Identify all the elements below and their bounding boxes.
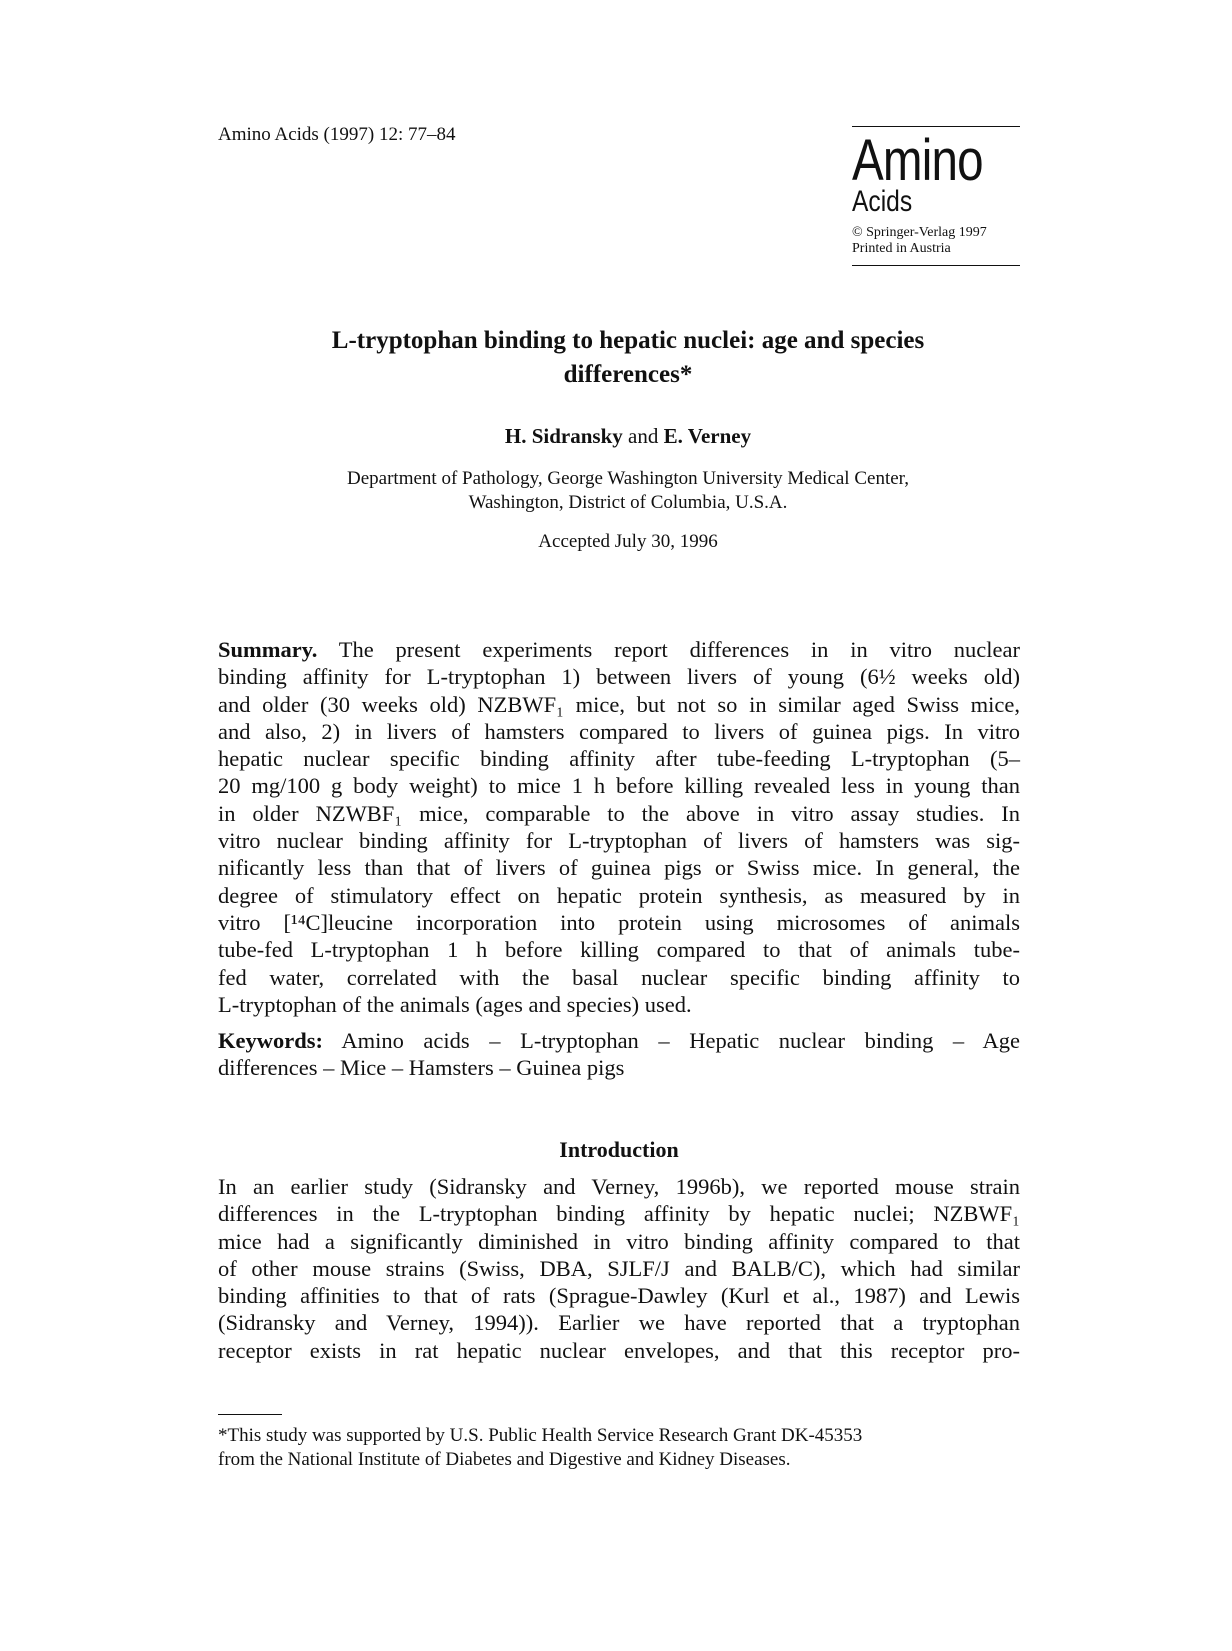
- summary-line: binding affinity for L-tryptophan 1) between livers of young (6½ weeks old): [218, 664, 1020, 690]
- article-title: [218, 324, 1038, 392]
- summary-line: and also, 2) in livers of hamsters compared to livers of guinea pigs. In vitro: [218, 718, 1020, 744]
- logo-bottom-rule: [852, 265, 1020, 266]
- author-name: H. Sidransky: [504, 424, 623, 448]
- introduction-line: of other mouse strains (Swiss, DBA, SJLF/J and BALB/C), which had similar: [218, 1255, 1020, 1281]
- footnote-line: from the National Institute of Diabetes and Digestive and Kidney Diseases.: [218, 1449, 791, 1470]
- logo-title: Amino: [852, 128, 983, 193]
- introduction-line: (Sidransky and Verney, 1994)). Earlier we have reported that a tryptophan: [218, 1310, 1020, 1336]
- keywords-paragraph: [218, 1027, 1020, 1082]
- footnote-line: *This study was supported by U.S. Public Health Service Research Grant DK-45353: [218, 1425, 863, 1446]
- summary-line: in older NZWBF₁ mice, comparable to the above in vitro assay studies. In: [218, 800, 1020, 826]
- publisher-copyright: © Springer-Verlag 1997: [852, 225, 987, 240]
- keywords-line: differences – Mice – Hamsters – Guinea pigs: [218, 1055, 625, 1081]
- authors: [218, 424, 1038, 449]
- summary-line: hepatic nuclear specific binding affinity after tube-feeding L-tryptophan (5–: [218, 746, 1020, 772]
- footnote: [218, 1424, 1020, 1472]
- footnote-rule: [218, 1414, 282, 1415]
- section-heading-introduction: Introduction: [559, 1137, 679, 1162]
- summary-line: nificantly less than that of livers of guinea pigs or Swiss mice. In general, the: [218, 855, 1020, 881]
- printed-in: Printed in Austria: [852, 241, 951, 256]
- introduction-line: differences in the L-tryptophan binding affinity by hepatic nuclei; NZBWF₁: [218, 1201, 1020, 1227]
- summary-line: vitro [¹⁴C]leucine incorporation into protein using microsomes of animals: [218, 909, 1020, 935]
- summary-line: degree of stimulatory effect on hepatic protein synthesis, as measured by in: [218, 882, 1020, 908]
- author-conjunction: and: [622, 424, 664, 448]
- summary-line: and older (30 weeks old) NZBWF₁ mice, but not so in similar aged Swiss mice,: [218, 691, 1020, 717]
- keywords-label: Keywords:: [218, 1028, 323, 1053]
- accepted-date: Accepted July 30, 1996: [538, 531, 718, 552]
- affiliation-line: Department of Pathology, George Washington University Medical Center,: [347, 468, 909, 489]
- summary-line: vitro nuclear binding affinity for L-tryptophan of livers of hamsters was sig-: [218, 828, 1020, 854]
- summary-line: fed water, correlated with the basal nuclear specific binding affinity to: [218, 964, 1020, 990]
- summary-paragraph: [218, 636, 1020, 1018]
- introduction-line: In an earlier study (Sidransky and Verney, 1996b), we reported mouse strain: [218, 1174, 1020, 1199]
- affiliation: [218, 467, 1038, 515]
- summary-line: tube-fed L-tryptophan 1 h before killing compared to that of animals tube-: [218, 937, 1020, 963]
- introduction-line: mice had a significantly diminished in vitro binding affinity compared to that: [218, 1228, 1020, 1254]
- logo-subtitle: Acids: [852, 185, 913, 218]
- keywords-line: Amino acids – L-tryptophan – Hepatic nuclear binding – Age: [323, 1028, 1020, 1053]
- journal-logo: [852, 126, 1020, 266]
- summary-line: 20 mg/100 g body weight) to mice 1 h before killing revealed less in young than: [218, 773, 1020, 799]
- author-name: E. Verney: [663, 424, 752, 448]
- summary-label: Summary.: [218, 637, 318, 662]
- introduction-line: receptor exists in rat hepatic nuclear envelopes, and that this receptor pro-: [218, 1337, 1020, 1363]
- logo-top-rule: [852, 126, 1020, 127]
- introduction-paragraph: [218, 1173, 1020, 1364]
- summary-line: L-tryptophan of the animals (ages and species) used.: [218, 991, 692, 1017]
- summary-line: The present experiments report differences in in vitro nuclear: [317, 637, 1020, 662]
- journal-citation: Amino Acids (1997) 12: 77–84: [218, 124, 456, 145]
- title-line: differences*: [563, 361, 693, 388]
- introduction-line: binding affinities to that of rats (Sprague-Dawley (Kurl et al., 1987) and Lewis: [218, 1283, 1020, 1309]
- title-line: L-tryptophan binding to hepatic nuclei: age and species: [331, 327, 925, 354]
- affiliation-line: Washington, District of Columbia, U.S.A.: [468, 492, 788, 513]
